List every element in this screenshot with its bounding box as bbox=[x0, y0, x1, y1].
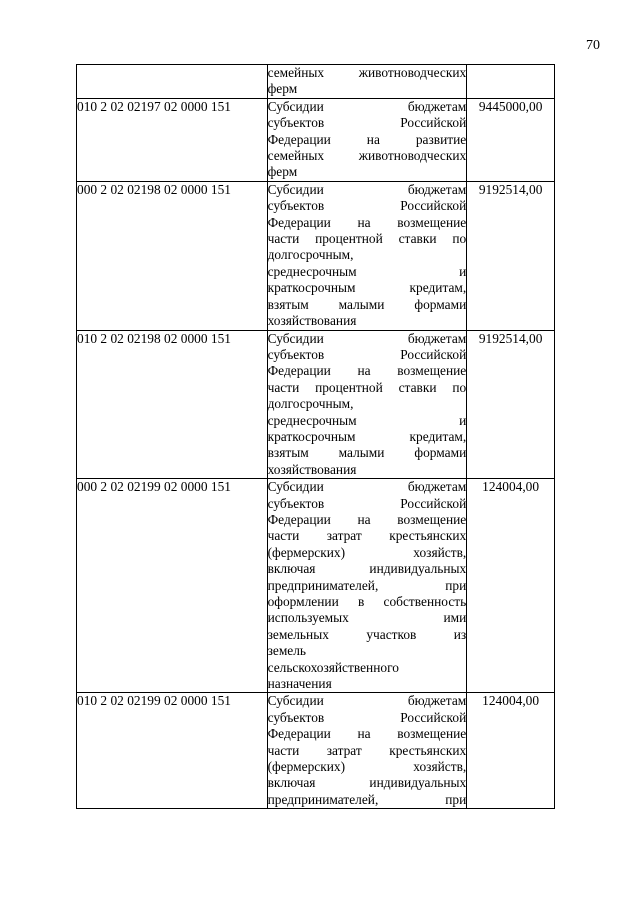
description-word: на bbox=[357, 214, 371, 230]
table-body bbox=[77, 65, 555, 809]
description-word: назначения bbox=[267, 676, 332, 692]
description-line bbox=[268, 280, 467, 296]
description-word: индивидуальных bbox=[369, 775, 467, 791]
description-line bbox=[268, 182, 467, 198]
description-word: возмещение bbox=[397, 214, 467, 230]
description-word: в bbox=[357, 594, 365, 609]
description-word: Федерации bbox=[267, 726, 331, 742]
description-word: сельскохозяйственного bbox=[267, 659, 399, 675]
description-word: Федерации bbox=[267, 214, 331, 230]
description-word: краткосрочным bbox=[267, 428, 356, 444]
description-line bbox=[268, 676, 467, 692]
amount-cell: 124004,00 bbox=[467, 693, 555, 809]
description-word: бюджетам bbox=[407, 98, 467, 114]
description-word: Субсидии bbox=[267, 479, 324, 495]
description-word: взятым bbox=[267, 445, 309, 461]
description-word: кредитам, bbox=[409, 280, 467, 296]
description-line bbox=[268, 660, 467, 676]
description-word: Субсидии bbox=[267, 693, 324, 709]
description-word: на bbox=[357, 511, 371, 527]
description-word: земельных bbox=[267, 626, 329, 642]
description-word: малыми bbox=[338, 445, 385, 461]
description-word: Федерации bbox=[267, 131, 331, 147]
description-word: Субсидии bbox=[267, 330, 324, 346]
description-line bbox=[268, 347, 467, 363]
description-word: затрат bbox=[326, 742, 362, 758]
description-word: и bbox=[459, 263, 467, 279]
description-line bbox=[268, 132, 467, 148]
description-line bbox=[268, 231, 467, 247]
description-word: процентной bbox=[315, 231, 383, 247]
description-line bbox=[268, 164, 467, 180]
description-cell bbox=[267, 98, 467, 181]
description-word: долгосрочным, bbox=[267, 396, 354, 412]
description-word: животноводческих bbox=[358, 65, 467, 80]
description-line bbox=[268, 726, 467, 742]
description-line bbox=[268, 413, 467, 429]
description-line bbox=[268, 610, 467, 626]
description-line bbox=[268, 445, 467, 461]
amount-cell: 124004,00 bbox=[467, 479, 555, 693]
description-line bbox=[268, 313, 467, 329]
description-word: долгосрочным, bbox=[267, 247, 354, 263]
description-word: собственность bbox=[383, 594, 467, 609]
description-line bbox=[268, 479, 467, 495]
description-line bbox=[268, 710, 467, 726]
description-word: Субсидии bbox=[267, 98, 324, 114]
description-line bbox=[268, 115, 467, 131]
description-line bbox=[268, 545, 467, 561]
budget-table bbox=[76, 64, 555, 809]
description-word: на bbox=[357, 726, 371, 742]
description-word: по bbox=[452, 231, 467, 247]
description-word: возмещение bbox=[397, 511, 467, 527]
description-word: субъектов bbox=[267, 346, 325, 362]
description-line bbox=[268, 759, 467, 775]
description-word: затрат bbox=[326, 528, 362, 544]
description-word: субъектов bbox=[267, 495, 325, 511]
description-word: части bbox=[267, 528, 300, 544]
description-word: крестьянских bbox=[389, 742, 467, 758]
description-word: формами bbox=[414, 445, 467, 461]
description-word: при bbox=[445, 791, 467, 807]
description-word: Российской bbox=[400, 115, 467, 131]
description-word: возмещение bbox=[397, 726, 467, 742]
description-word: на bbox=[366, 131, 380, 147]
description-cell bbox=[267, 479, 467, 693]
description-cell bbox=[267, 181, 467, 330]
description-word: оформлении bbox=[267, 594, 339, 609]
description-word: субъектов bbox=[267, 115, 325, 131]
table-row bbox=[77, 65, 555, 99]
amount-cell bbox=[467, 65, 555, 99]
description-word: хозяйствования bbox=[267, 461, 357, 477]
budget-code-cell: 000 2 02 02199 02 0000 151 bbox=[77, 479, 268, 693]
description-word: ставки bbox=[398, 231, 437, 247]
description-word: (фермерских) bbox=[267, 759, 346, 775]
description-line bbox=[268, 331, 467, 347]
amount-cell: 9192514,00 bbox=[467, 181, 555, 330]
description-word: Федерации bbox=[267, 363, 331, 379]
table-row bbox=[77, 479, 555, 693]
description-cell bbox=[267, 693, 467, 809]
description-line bbox=[268, 148, 467, 164]
page-number: 70 bbox=[586, 38, 600, 53]
description-line bbox=[268, 528, 467, 544]
description-line bbox=[268, 99, 467, 115]
description-line bbox=[268, 693, 467, 709]
description-word: хозяйств, bbox=[413, 544, 467, 560]
description-line bbox=[268, 743, 467, 759]
description-word: по bbox=[452, 379, 467, 395]
description-word: Российской bbox=[400, 709, 467, 725]
description-word: предпринимателей, bbox=[267, 577, 379, 593]
description-word: процентной bbox=[315, 379, 383, 395]
budget-code-cell: 000 2 02 02198 02 0000 151 bbox=[77, 181, 268, 330]
description-word: хозяйствования bbox=[267, 313, 357, 329]
description-word: хозяйств, bbox=[413, 759, 467, 775]
description-word: малыми bbox=[338, 296, 385, 312]
description-word: семейных bbox=[267, 148, 325, 164]
description-word: части bbox=[267, 379, 300, 395]
budget-code-cell bbox=[77, 65, 268, 99]
description-line bbox=[268, 496, 467, 512]
description-line bbox=[268, 775, 467, 791]
description-line bbox=[268, 247, 467, 263]
description-word: бюджетам bbox=[407, 330, 467, 346]
amount-cell: 9192514,00 bbox=[467, 330, 555, 479]
description-word: формами bbox=[414, 296, 467, 312]
description-word: ферм bbox=[267, 164, 298, 180]
description-word: части bbox=[267, 231, 300, 247]
description-word: среднесрочным bbox=[267, 263, 357, 279]
description-word: части bbox=[267, 742, 300, 758]
description-line bbox=[268, 297, 467, 313]
table-row bbox=[77, 98, 555, 181]
description-word: и bbox=[459, 412, 467, 428]
table-row bbox=[77, 330, 555, 479]
description-line bbox=[268, 512, 467, 528]
description-word: бюджетам bbox=[407, 479, 467, 495]
description-word: ими bbox=[443, 610, 467, 626]
description-word: используемых bbox=[267, 610, 349, 626]
description-cell bbox=[267, 65, 467, 99]
description-word: взятым bbox=[267, 296, 309, 312]
description-word: Субсидии bbox=[267, 181, 324, 197]
description-line bbox=[268, 643, 467, 659]
description-cell bbox=[267, 330, 467, 479]
description-word: субъектов bbox=[267, 709, 325, 725]
description-word: ставки bbox=[398, 379, 437, 395]
description-word: Российской bbox=[400, 495, 467, 511]
description-word: Российской bbox=[400, 346, 467, 362]
description-line bbox=[268, 65, 467, 81]
description-word: животноводческих bbox=[358, 148, 467, 164]
description-line bbox=[268, 264, 467, 280]
amount-cell: 9445000,00 bbox=[467, 98, 555, 181]
description-word: семейных bbox=[267, 65, 325, 80]
description-line bbox=[268, 627, 467, 643]
description-word: бюджетам bbox=[407, 181, 467, 197]
budget-code-cell: 010 2 02 02199 02 0000 151 bbox=[77, 693, 268, 809]
table-row bbox=[77, 181, 555, 330]
description-word: краткосрочным bbox=[267, 280, 356, 296]
description-word: Федерации bbox=[267, 511, 331, 527]
description-word: из bbox=[453, 626, 467, 642]
description-line bbox=[268, 429, 467, 445]
budget-code-cell: 010 2 02 02198 02 0000 151 bbox=[77, 330, 268, 479]
description-line bbox=[268, 81, 467, 97]
description-word: включая bbox=[267, 561, 316, 577]
table-row bbox=[77, 693, 555, 809]
description-word: субъектов bbox=[267, 198, 325, 214]
description-line bbox=[268, 594, 467, 610]
description-line bbox=[268, 561, 467, 577]
budget-code-cell: 010 2 02 02197 02 0000 151 bbox=[77, 98, 268, 181]
description-line bbox=[268, 578, 467, 594]
description-line bbox=[268, 380, 467, 396]
description-word: включая bbox=[267, 775, 316, 791]
description-word: Российской bbox=[400, 198, 467, 214]
description-line bbox=[268, 198, 467, 214]
description-word: кредитам, bbox=[409, 428, 467, 444]
description-word: (фермерских) bbox=[267, 544, 346, 560]
description-line bbox=[268, 215, 467, 231]
description-word: земель bbox=[267, 643, 307, 659]
description-word: развитие bbox=[415, 131, 467, 147]
description-word: участков bbox=[366, 626, 417, 642]
description-word: возмещение bbox=[397, 363, 467, 379]
description-word: среднесрочным bbox=[267, 412, 357, 428]
description-word: бюджетам bbox=[407, 693, 467, 709]
description-word: на bbox=[357, 363, 371, 379]
description-word: предпринимателей, bbox=[267, 791, 379, 807]
description-line bbox=[268, 396, 467, 412]
description-line bbox=[268, 462, 467, 478]
description-line bbox=[268, 363, 467, 379]
description-word: индивидуальных bbox=[369, 561, 467, 577]
description-line bbox=[268, 792, 467, 808]
description-word: крестьянских bbox=[389, 528, 467, 544]
description-word: при bbox=[445, 577, 467, 593]
description-word: ферм bbox=[267, 81, 298, 97]
